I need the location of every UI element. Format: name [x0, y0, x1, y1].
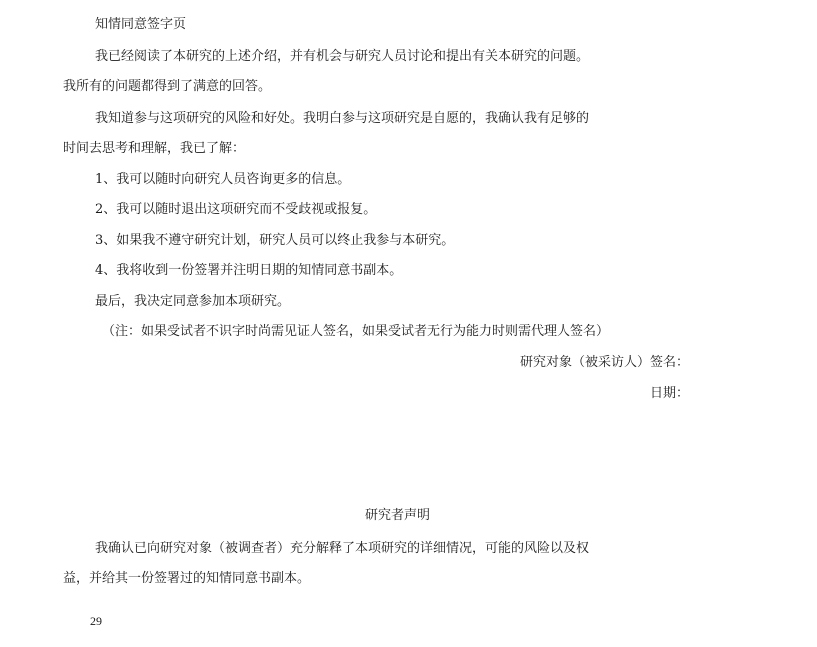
- consent-item-2: 2、我可以随时退出这项研究而不受歧视或报复。: [95, 202, 377, 217]
- consent-note: （注：如果受试者不识字时尚需见证人签名，如果受试者无行为能力时则需代理人签名）: [102, 324, 610, 339]
- consent-paragraph-2-line-2: 时间去思考和理解，我已了解：: [63, 141, 246, 156]
- consent-paragraph-2-line-1: 我知道参与这项研究的风险和好处。我明白参与这项研究是自愿的，我确认我有足够的: [95, 111, 590, 126]
- consent-item-1: 1、我可以随时向研究人员咨询更多的信息。: [95, 172, 351, 187]
- signature-date-label: 日期：: [649, 386, 689, 401]
- page-number: 29: [90, 614, 102, 628]
- researcher-statement-title: 研究者声明: [364, 508, 430, 523]
- consent-item-3: 3、如果我不遵守研究计划，研究人员可以终止我参与本研究。: [95, 233, 455, 248]
- researcher-statement-line-1: 我确认已向研究对象（被调查者）充分解释了本项研究的详细情况，可能的风险以及权: [95, 541, 590, 556]
- consent-item-4: 4、我将收到一份签署并注明日期的知情同意书副本。: [95, 263, 403, 278]
- subject-signature-label: 研究对象（被采访人）签名：: [519, 355, 689, 370]
- consent-conclusion: 最后，我决定同意参加本项研究。: [95, 294, 291, 309]
- consent-paragraph-1-line-2: 我所有的问题都得到了满意的回答。: [63, 79, 272, 94]
- consent-page-title: 知情同意签字页: [95, 17, 187, 32]
- consent-paragraph-1-line-1: 我已经阅读了本研究的上述介绍，并有机会与研究人员讨论和提出有关本研究的问题。: [95, 49, 590, 64]
- researcher-statement-line-2: 益，并给其一份签署过的知情同意书副本。: [63, 571, 311, 586]
